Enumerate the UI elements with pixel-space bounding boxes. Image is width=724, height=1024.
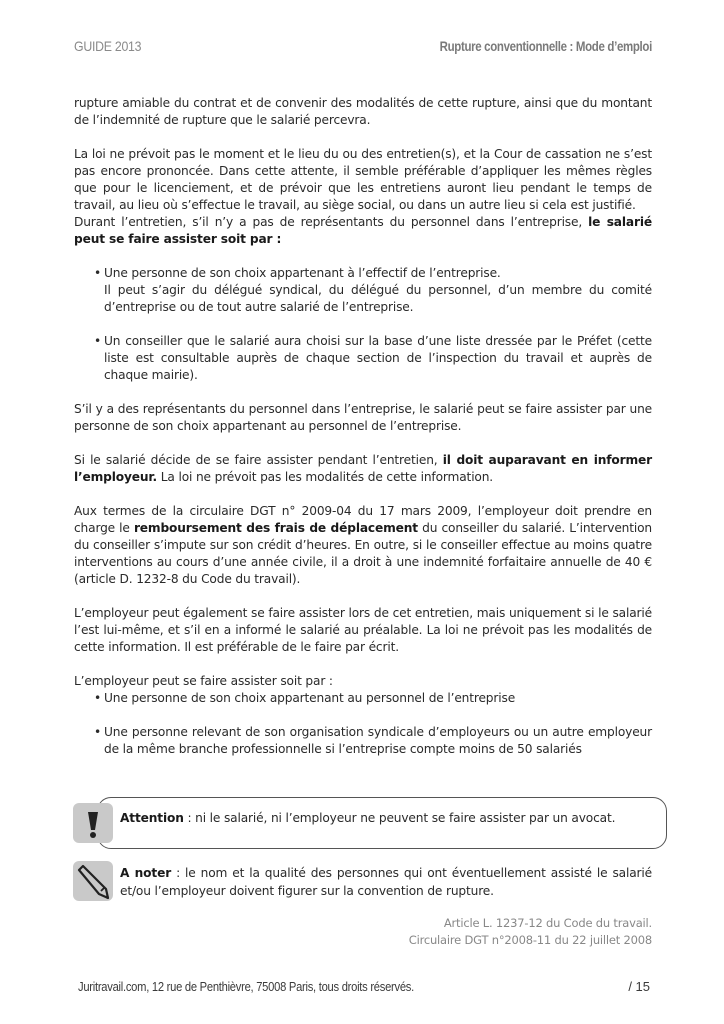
paragraph-employeur-soit-par: L’employeur peut se faire assister soit par :	[74, 674, 333, 688]
bullet-icon: •	[94, 725, 102, 739]
pencil-icon	[73, 861, 113, 901]
bullet-icon: •	[94, 691, 102, 705]
note-text: A noter : le nom et la qualité des personnes qui ont éventuellement assisté le salarié et/ou l’employeur doivent figurer sur la convention de rupture.	[120, 866, 652, 898]
paragraph-intro: rupture amiable du contrat et de convenir des modalités de cette rupture, ainsi que du montant de l’indemnité de rupture que le salarié percevra.	[74, 96, 652, 127]
page-number: / 15	[628, 979, 650, 994]
paragraph-informer-employeur: Si le salarié décide de se faire assister pendant l’entretien, il doit auparavant en informer l’employeur. La loi ne prévoit pas les modalités de cette information.	[74, 453, 653, 484]
list-item: • Une personne de son choix appartenant au personnel de l’entreprise	[94, 691, 516, 705]
footer-copyright: Juritravail.com, 12 rue de Penthièvre, 75008 Paris, tous droits réservés.	[78, 979, 414, 994]
list-item: • Un conseiller que le salarié aura choisi sur la base d’une liste dressée par le Préfet (cette liste est consultable auprès de chaque section de l’inspection du travail et auprès de chaque mairie).	[94, 334, 652, 382]
header-guide-year: GUIDE 2013	[74, 38, 142, 54]
paragraph-circulaire: Aux termes de la circulaire DGT n° 2009-04 du 17 mars 2009, l’employeur doit prendre en charge le remboursement des frais de déplacement du conseiller du salarié. L’intervention du conseiller s’impute sur son crédit d’heures. En outre, si le conseiller effectue au moins quatre interventions au cours d’une année civile, il a droit à une indemnité forfaitaire annuelle de 40 € (article D. 1232-8 du Code du travail).	[74, 504, 652, 586]
attention-text: Attention : ni le salarié, ni l’employeur ne peuvent se faire assister par un avocat.	[120, 811, 616, 825]
paragraph-assistance-salarie: Durant l’entretien, s’il n’y a pas de représentants du personnel dans l’entreprise, le salarié peut se faire assister soit par :	[74, 215, 652, 246]
paragraph-employeur-assistance: L’employeur peut également se faire assister lors de cet entretien, mais uniquement si le salarié l’est lui-même, et s’il en a informé le salarié au préalable. La loi ne prévoit pas les modalités de cette information. Il est préférable de le faire par écrit.	[74, 606, 652, 654]
paragraph-entretien-lieu: La loi ne prévoit pas le moment et le lieu du ou des entretien(s), et la Cour de cassation ne s’est pas encore prononcée. Dans cette attente, il semble préférable d’appliquer les mêmes règles que pour le licenciement, et de prévoir que les entretiens auront lieu pendant le temps de travail, au lieu où s’effectue le travail, au siège social, ou dans un autre lieu si cela est justifié.	[74, 147, 652, 212]
header-document-title: Rupture conventionnelle : Mode d’emploi	[439, 38, 652, 54]
legal-references: Article L. 1237-12 du Code du travail. Circulaire DGT n°2008-11 du 22 juillet 2008	[408, 916, 652, 947]
main-content	[74, 95, 652, 758]
bullet-icon: •	[94, 266, 102, 280]
list-item: • Une personne de son choix appartenant à l’effectif de l’entreprise. Il peut s’agir du délégué syndical, du délégué du personnel, d’un membre du comité d’entreprise ou de tout autre salarié de l’entreprise.	[94, 266, 652, 314]
bullet-icon: •	[94, 334, 102, 348]
paragraph-representants: S’il y a des représentants du personnel dans l’entreprise, le salarié peut se faire assister par une personne de son choix appartenant au personnel de l’entreprise.	[74, 402, 652, 433]
list-item: • Une personne relevant de son organisation syndicale d’employeurs ou un autre employeur de la même branche professionnelle si l’entreprise compte moins de 50 salariés	[94, 725, 652, 756]
exclamation-icon	[73, 803, 113, 843]
